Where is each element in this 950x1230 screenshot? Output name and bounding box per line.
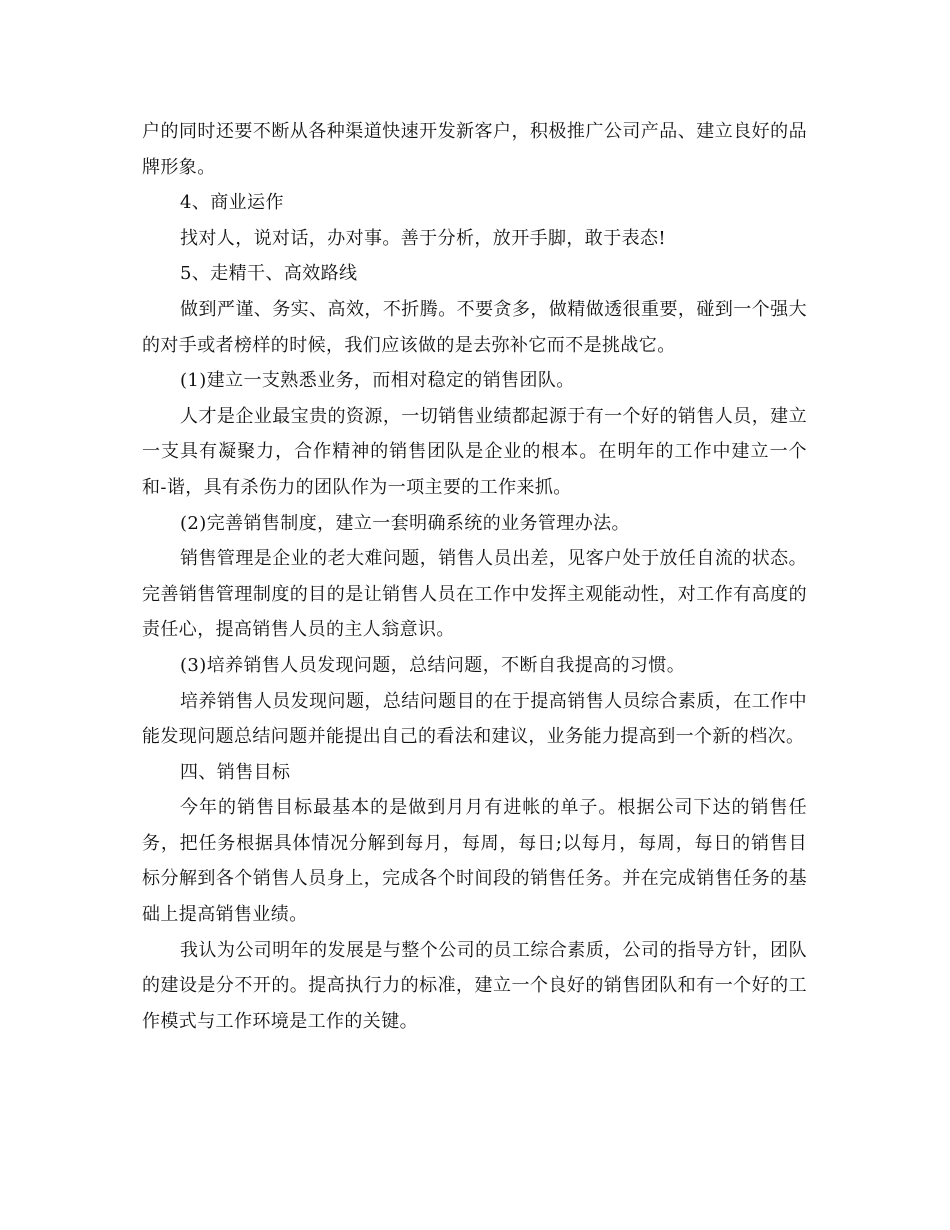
paragraph-11: 培养销售人员发现问题，总结问题目的在于提高销售人员综合素质，在工作中能发现问题总结问题并能提出自己的看法和建议，业务能力提高到一个新的档次。 xyxy=(142,690,807,748)
document-body xyxy=(142,114,807,1039)
paragraph-8: (2)完善销售制度，建立一套明确系统的业务管理办法。 xyxy=(180,512,630,534)
paragraph-2: 4、商业运作 xyxy=(180,192,284,214)
paragraph-5: 做到严谨、务实、高效，不折腾。不要贪多，做精做透很重要，碰到一个强大的对手或者榜样的时候，我们应该做的是去弥补它而不是挑战它。 xyxy=(142,298,807,356)
paragraph-6: (1)建立一支熟悉业务，而相对稳定的销售团队。 xyxy=(180,370,575,392)
paragraph-4: 5、走精干、高效路线 xyxy=(180,263,358,285)
paragraph-13: 今年的销售目标最基本的是做到月月有进帐的单子。根据公司下达的销售任务，把任务根据具体情况分解到每月，每周，每日;以每月，每周，每日的销售目标分解到各个销售人员身上，完成各个时间段的销售任务。并在完成销售任务的基础上提高销售业绩。 xyxy=(142,797,807,926)
paragraph-10: (3)培养销售人员发现问题，总结问题，不断自我提高的习惯。 xyxy=(180,654,686,676)
paragraph-9: 销售管理是企业的老大难问题，销售人员出差，见客户处于放任自流的状态。完善销售管理制度的目的是让销售人员在工作中发挥主观能动性，对工作有高度的责任心，提高销售人员的主人翁意识。 xyxy=(142,548,807,641)
paragraph-7: 人才是企业最宝贵的资源，一切销售业绩都起源于有一个好的销售人员，建立一支具有凝聚力，合作精神的销售团队是企业的根本。在明年的工作中建立一个和-谐，具有杀伤力的团队作为一项主要的工作来抓。 xyxy=(142,405,807,498)
paragraph-1: 户的同时还要不断从各种渠道快速开发新客户，积极推广公司产品、建立良好的品牌形象。 xyxy=(142,121,807,178)
paragraph-12: 四、销售目标 xyxy=(180,761,291,783)
paragraph-3: 找对人，说对话，办对事。善于分析，放开手脚，敢于表态! xyxy=(180,227,667,249)
paragraph-14: 我认为公司明年的发展是与整个公司的员工综合素质，公司的指导方针，团队的建设是分不开的。提高执行力的标准，建立一个良好的销售团队和有一个好的工作模式与工作环境是工作的关键。 xyxy=(142,939,807,1032)
